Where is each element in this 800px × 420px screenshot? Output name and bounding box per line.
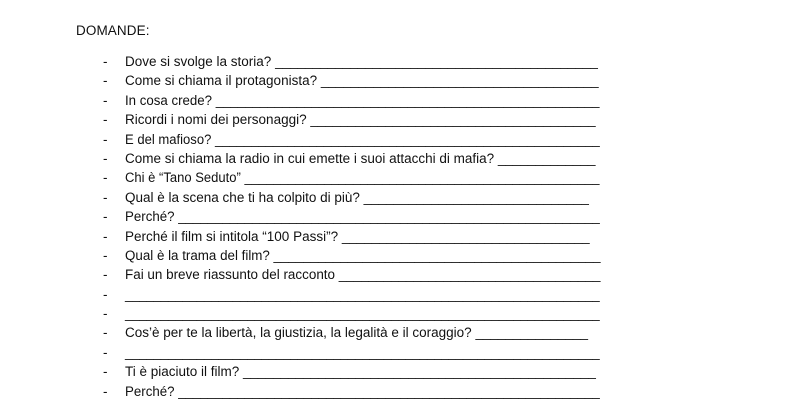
list-item [0,110,800,129]
questions-heading: DOMANDE: [76,23,150,38]
list-item [0,71,800,90]
question-text: Fai un breve riassunto del racconto ___________________________________ [125,267,601,283]
list-item [0,323,800,342]
question-text: Chi è “Tano Seduto” _________________________________________________ [125,170,600,186]
bullet-dash: - [103,92,108,108]
bullet-dash: - [103,344,108,360]
question-text: E del mafioso? _____________________________________________________ [125,131,600,147]
bullet-dash: - [103,131,108,147]
bullet-dash: - [103,325,108,341]
question-text: Perché? _________________________________________________________ [125,209,600,225]
bullet-dash: - [103,54,108,69]
question-text: Qual è la scena che ti ha colpito di più? ______________________________ [125,189,589,205]
bullet-dash: - [103,189,108,205]
list-item [0,382,800,401]
bullet-dash: - [103,306,108,322]
question-text: Cos’è per te la libertà, la giustizia, la legalità e il coraggio? _______________ [125,325,589,341]
list-item [0,285,800,304]
answer-line: __________________________________________________________________ [125,286,600,302]
list-item [0,130,800,149]
question-text: Ricordi i nomi dei personaggi? ______________________________________ [125,112,596,128]
list-item [0,168,800,187]
bullet-dash: - [103,364,108,380]
list-item [0,265,800,284]
list-item [0,52,800,71]
bullet-dash: - [103,228,108,244]
question-text: Qual è la trama del film? ____________________________________________ [125,247,601,263]
list-item [0,149,800,168]
question-text: Come si chiama la radio in cui emette i suoi attacchi di mafia? _____________ [125,150,596,166]
list-item [0,207,800,226]
questions-list [0,52,800,401]
bullet-dash: - [103,170,108,186]
bullet-dash: - [103,150,108,166]
question-text: Perché? _________________________________________________________ [125,383,600,399]
bullet-dash: - [103,267,108,283]
bullet-dash: - [103,73,108,89]
list-item [0,304,800,323]
bullet-dash: - [103,209,108,225]
question-text: Ti è piaciuto il film? _______________________________________________ [125,364,596,380]
bullet-dash: - [103,383,108,399]
list-item [0,343,800,362]
question-text: Perché il film si intitola “100 Passi”? _________________________________ [125,228,590,244]
list-item [0,91,800,110]
answer-line: __________________________________________________________________ [125,306,600,322]
list-item [0,246,800,265]
question-text: Dove si svolge la storia? ___________________________________________ [125,54,598,69]
answer-line: __________________________________________________________________ [125,344,600,360]
bullet-dash: - [103,247,108,263]
list-item [0,188,800,207]
list-item [0,362,800,381]
bullet-dash: - [103,286,108,302]
bullet-dash: - [103,112,108,128]
question-text: Come si chiama il protagonista? _____________________________________ [125,73,599,89]
question-text: In cosa crede? ____________________________________________________ [125,92,600,108]
list-item [0,227,800,246]
